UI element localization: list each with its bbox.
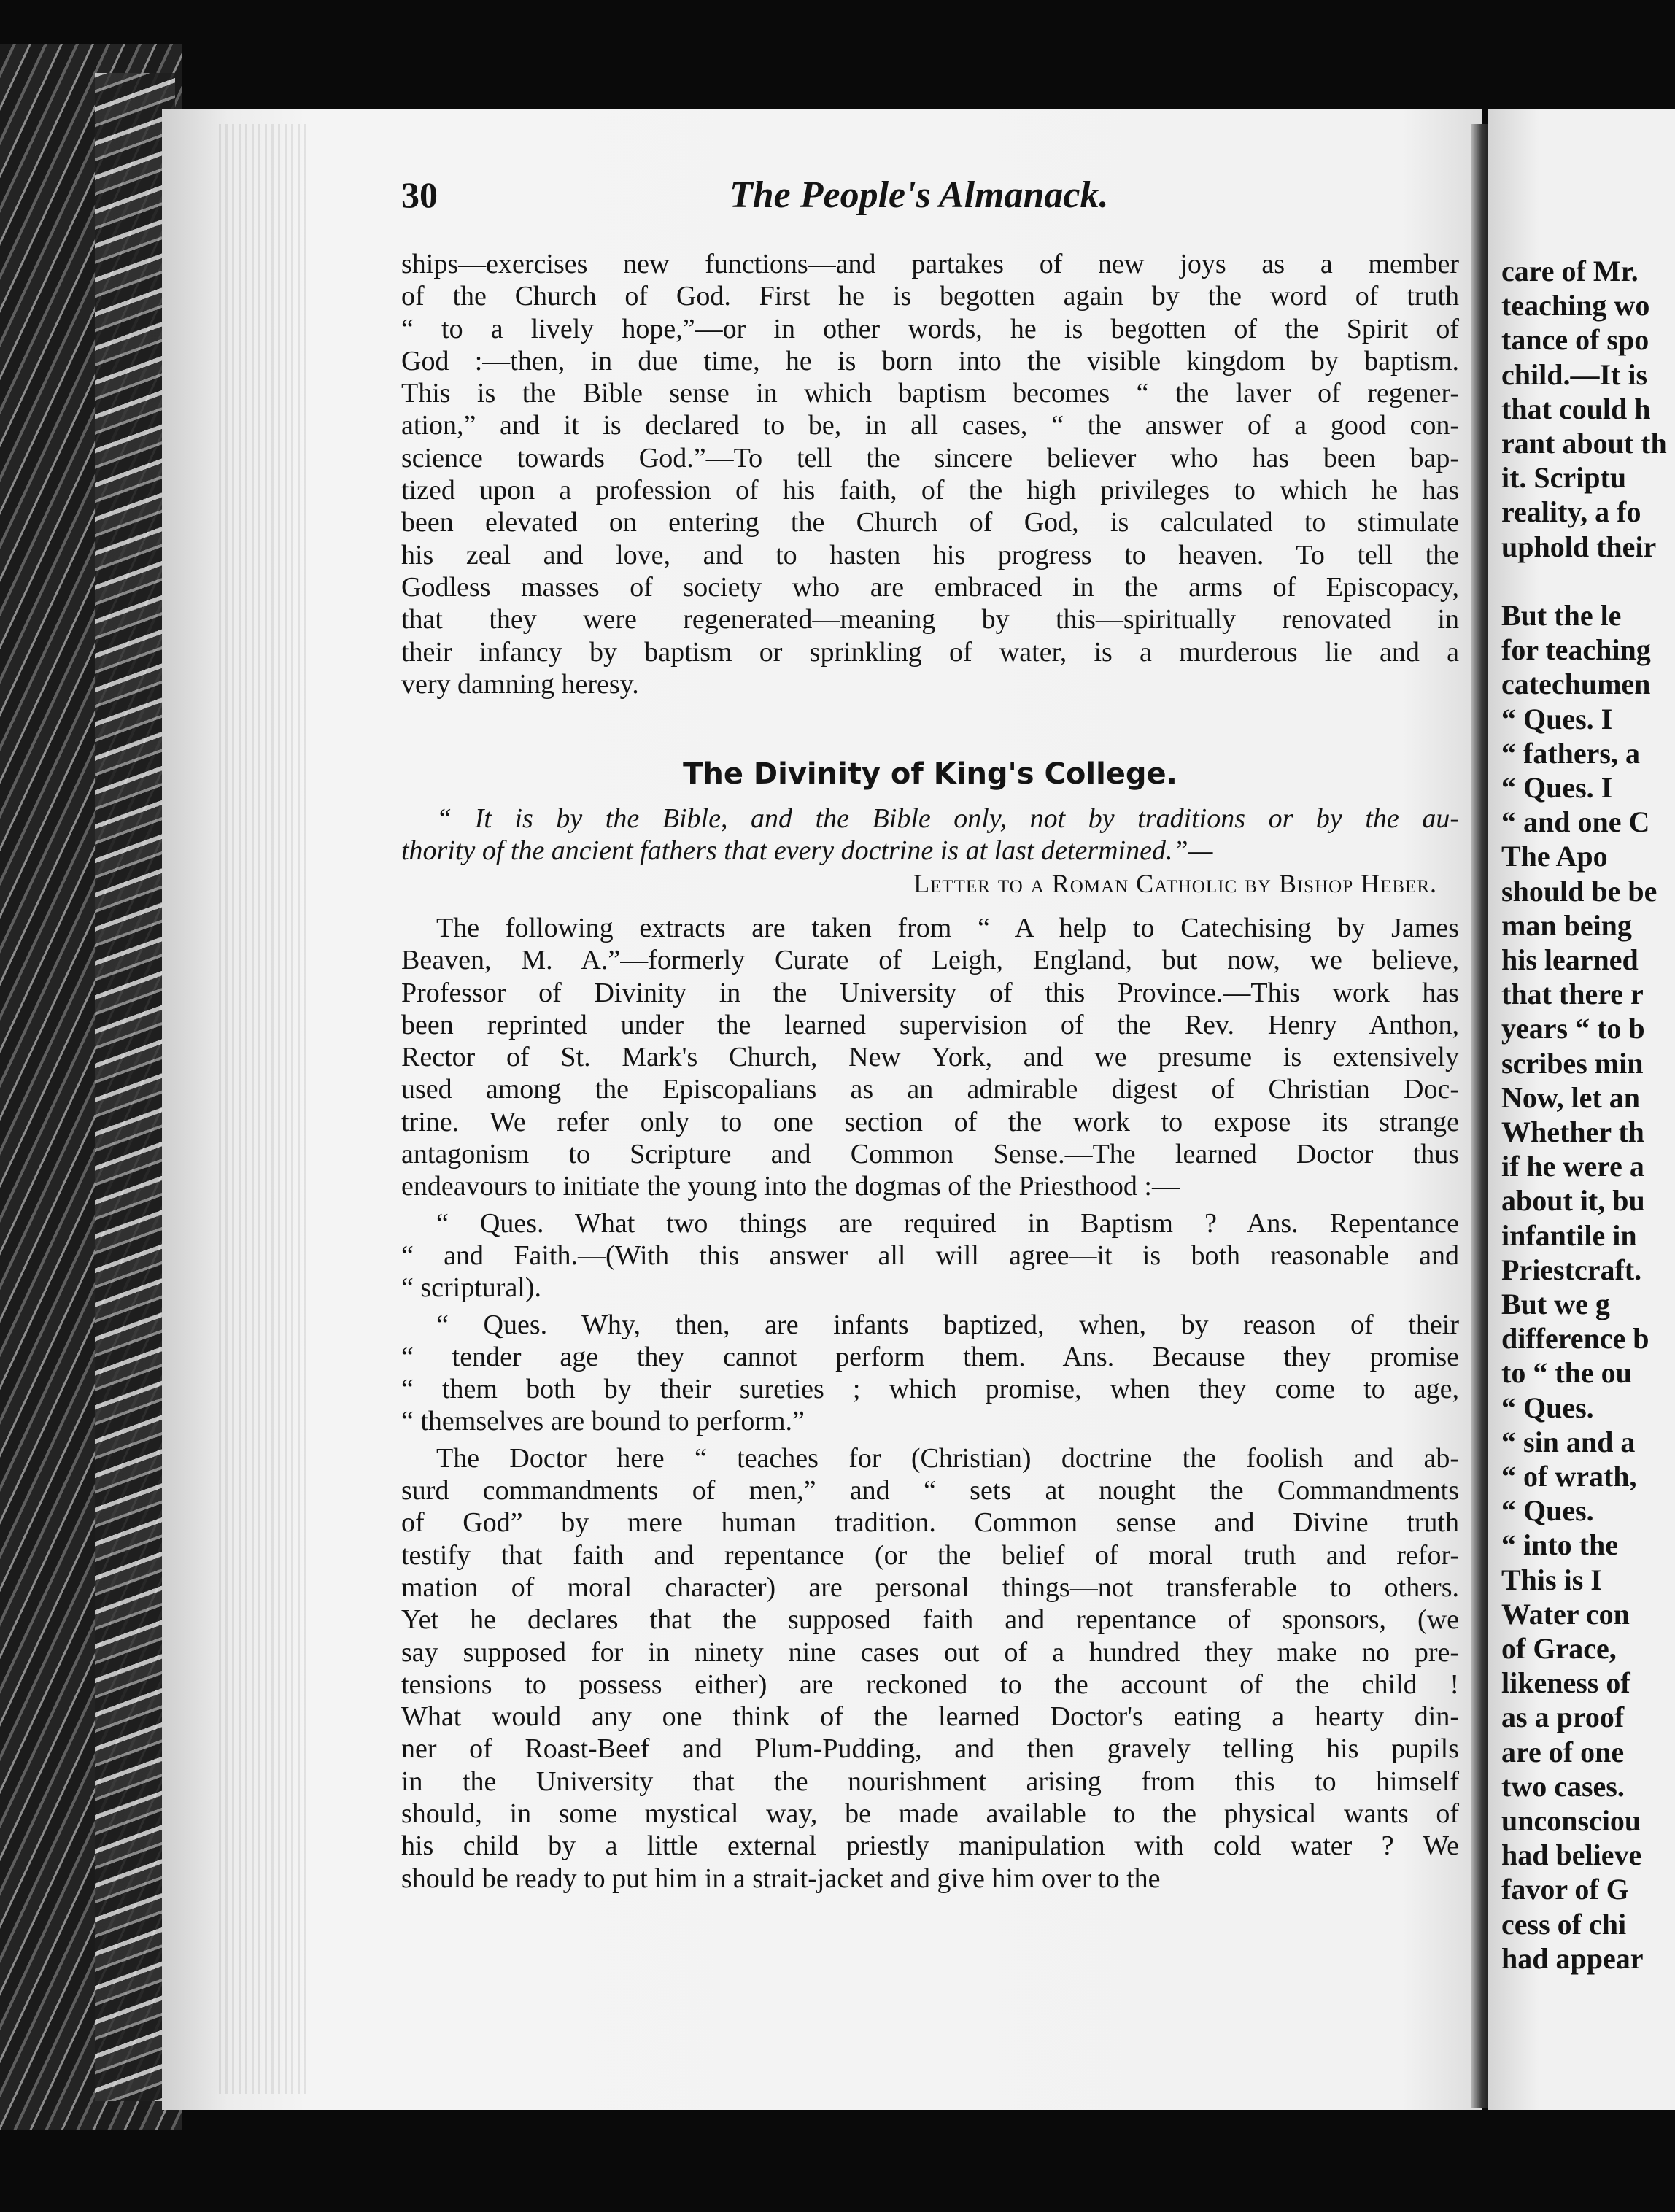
right-page-line: The Apo (1501, 840, 1608, 873)
text-line: “ scriptural). (401, 1272, 542, 1304)
right-page-line: about it, bu (1501, 1184, 1645, 1218)
right-page-line: Priestcraft. (1501, 1253, 1642, 1286)
page-header (401, 174, 1459, 225)
paragraph-extracts (401, 912, 1459, 1203)
text-line: of the Church of God. First he is begotten again by the word of truth (401, 281, 1459, 312)
right-page-line: “ of wrath, (1501, 1460, 1637, 1493)
text-line: used among the Episcopalians as an admirable digest of Christian Doc- (401, 1074, 1459, 1105)
text-line: should be ready to put him in a strait-jacket and give him over to the (401, 1863, 1161, 1894)
epigraph-attribution: Letter to a Roman Catholic by Bishop Heber. (913, 869, 1437, 898)
page-edges (219, 124, 306, 2094)
text-line: mation of moral character) are personal things—not transferable to others. (401, 1571, 1459, 1603)
text-line: his zeal and love, and to hasten his progress to heaven. To tell the (401, 539, 1459, 571)
text-line: The Doctor here “ teaches for (Christian) doctrine the foolish and ab- (436, 1442, 1459, 1474)
right-page-line: tance of spo (1501, 323, 1649, 357)
text-line: very damning heresy. (401, 668, 639, 700)
right-page-line: as a proof (1501, 1701, 1625, 1734)
right-page-line: child.—It is (1501, 357, 1648, 391)
text-line: say supposed for in ninety nine cases out of a hundred they make no pre- (401, 1636, 1459, 1668)
right-page-line: “ sin and a (1501, 1425, 1636, 1458)
right-page-line: of Grace, (1501, 1632, 1617, 1665)
text-line: tensions to possess either) are reckoned to the account of the child ! (401, 1668, 1459, 1700)
text-line: “ them both by their sureties ; which promise, when they come to age, (401, 1374, 1459, 1405)
right-page-line: to “ the ou (1501, 1356, 1632, 1390)
text-line: Godless masses of society who are embraced in the arms of Episcopacy, (401, 571, 1459, 603)
text-line: The following extracts are taken from “ A help to Catechising by James (436, 913, 1459, 943)
right-page-line: man being (1501, 908, 1632, 942)
right-page-line: reality, a fo (1501, 495, 1641, 529)
running-head: The People's Almanack. (730, 174, 1109, 216)
text-line: Professor of Divinity in the University of this Province.—This work has (401, 977, 1459, 1008)
text-line: Rector of St. Mark's Church, New York, and we presume is extensively (401, 1042, 1459, 1073)
text-line: What would any one think of the learned Doctor's eating a hearty din- (401, 1701, 1459, 1733)
right-page-line: “ Ques. (1501, 1391, 1594, 1424)
text-line: ation,” and it is declared to be, in all cases, “ the answer of a good con- (401, 410, 1459, 441)
right-page-line: catechumen (1501, 668, 1651, 701)
right-page-line: scribes min (1501, 1046, 1644, 1080)
text-line: God :—then, in due time, he is born into the visible kingdom by baptism. (401, 345, 1459, 376)
text-line: “ and Faith.—(With this answer all will agree—it is both reasonable and (401, 1240, 1459, 1271)
right-page-line: “ fathers, a (1501, 736, 1640, 770)
text-line: that they were regenerated—meaning by this—spiritually renovated in (401, 604, 1459, 635)
text-line: their infancy by baptism or sprinkling of water, is a murderous lie and a (401, 636, 1459, 668)
right-page-line: rant about th (1501, 427, 1667, 460)
right-page-line: that there r (1501, 978, 1644, 1011)
right-page-line: Water con (1501, 1597, 1630, 1631)
text-line: science towards God.”—To tell the sincere believer who has been bap- (401, 442, 1459, 473)
text-line: of God” by mere human tradition. Common sense and Divine truth (401, 1507, 1459, 1539)
right-page-line: “ and one C (1501, 805, 1650, 839)
catechism-question-2 (401, 1309, 1459, 1438)
text-line: trine. We refer only to one section of the work to expose its strange (401, 1106, 1459, 1137)
right-page-line: care of Mr. (1501, 255, 1639, 287)
right-page-line: are of one (1501, 1735, 1625, 1768)
right-page-line: his learned (1501, 943, 1639, 976)
right-page-line: Whether th (1501, 1115, 1644, 1148)
text-line: ships—exercises new functions—and partakes of new joys as a member (401, 249, 1459, 279)
right-page-line: unconsciou (1501, 1804, 1641, 1837)
text-line: been reprinted under the learned supervision of the Rev. Henry Anthon, (401, 1009, 1459, 1040)
right-page-line: should be be (1501, 874, 1657, 908)
right-page-line: cess of chi (1501, 1907, 1627, 1941)
text-line: ner of Roast-Beef and Plum-Pudding, and then gravely telling his pupils (401, 1733, 1459, 1765)
right-page-line: likeness of (1501, 1666, 1630, 1700)
text-line: endeavours to initiate the young into the dogmas of the Priesthood :— (401, 1171, 1180, 1202)
text-line: should, in some mystical way, be made available to the physical wants of (401, 1798, 1459, 1830)
epigraph-line: thority of the ancient fathers that every doctrine is at last determined.”— (401, 835, 1213, 867)
text-line: been elevated on entering the Church of God, is calculated to stimulate (401, 507, 1459, 538)
right-page-line: years “ to b (1501, 1012, 1645, 1045)
right-page-line: had appear (1501, 1941, 1644, 1975)
text-line: testify that faith and repentance (or the belief of moral truth and refor- (401, 1539, 1459, 1571)
right-page-line: favor of G (1501, 1873, 1629, 1906)
right-page (1488, 109, 1675, 2110)
text-line: “ tender age they cannot perform them. Ans. Because they promise (401, 1341, 1459, 1372)
right-page-line: that could h (1501, 392, 1651, 425)
right-page-line: had believe (1501, 1838, 1642, 1872)
text-line: This is the Bible sense in which baptism becomes “ the laver of regener- (401, 378, 1459, 409)
right-page-line: teaching wo (1501, 289, 1650, 322)
right-page-line: But the le (1501, 599, 1622, 632)
text-line: surd commandments of men,” and “ sets at nought the Commandments (401, 1475, 1459, 1507)
right-page-line: two cases. (1501, 1769, 1625, 1803)
right-page-line: difference b (1501, 1322, 1649, 1356)
section-title: The Divinity of King's College. (683, 757, 1177, 791)
right-page-line: infantile in (1501, 1218, 1637, 1252)
text-line: antagonism to Scripture and Common Sense.—The learned Doctor thus (401, 1139, 1459, 1170)
text-line: Beaven, M. A.”—formerly Curate of Leigh, England, but now, we believe, (401, 945, 1459, 976)
right-page-line: it. Scriptu (1501, 461, 1627, 495)
paragraph-baptism (401, 248, 1459, 700)
text-line: “ Ques. What two things are required in Baptism ? Ans. Repentance (436, 1207, 1459, 1239)
right-page-line: if he were a (1501, 1150, 1644, 1183)
epigraph (401, 803, 1459, 867)
text-line: his child by a little external priestly manipulation with cold water ? We (401, 1830, 1459, 1862)
text-line: “ Ques. Why, then, are infants baptized, when, by reason of their (436, 1309, 1459, 1340)
right-page-line: “ Ques. I (1501, 771, 1613, 804)
page-number: 30 (401, 174, 438, 215)
main-text (401, 912, 1459, 1895)
text-line: “ themselves are bound to perform.” (401, 1406, 805, 1437)
text-line: in the University that the nourishment arising from this to himself (401, 1766, 1459, 1797)
catechism-question-1 (401, 1207, 1459, 1304)
right-page-line: But we g (1501, 1288, 1610, 1320)
text-line: Yet he declares that the supposed faith and repentance of sponsors, (we (401, 1604, 1459, 1636)
text-line: “ to a lively hope,”—or in other words, he is begotten of the Spirit of (401, 313, 1459, 344)
paragraph-doctor (401, 1442, 1459, 1895)
right-page-line: “ into the (1501, 1528, 1618, 1562)
epigraph-line: “ It is by the Bible, and the Bible only, not by traditions or by the au- (436, 803, 1459, 834)
right-page-line: Now, let an (1501, 1080, 1640, 1114)
right-page-line: uphold their (1501, 530, 1657, 563)
right-page-line: “ Ques. I (1501, 702, 1613, 735)
text-line: tized upon a profession of his faith, of the high privileges to which he has (401, 475, 1459, 506)
right-page-line: “ Ques. (1501, 1494, 1594, 1528)
right-page-line: for teaching (1501, 633, 1651, 667)
right-page-line: This is I (1501, 1563, 1602, 1596)
